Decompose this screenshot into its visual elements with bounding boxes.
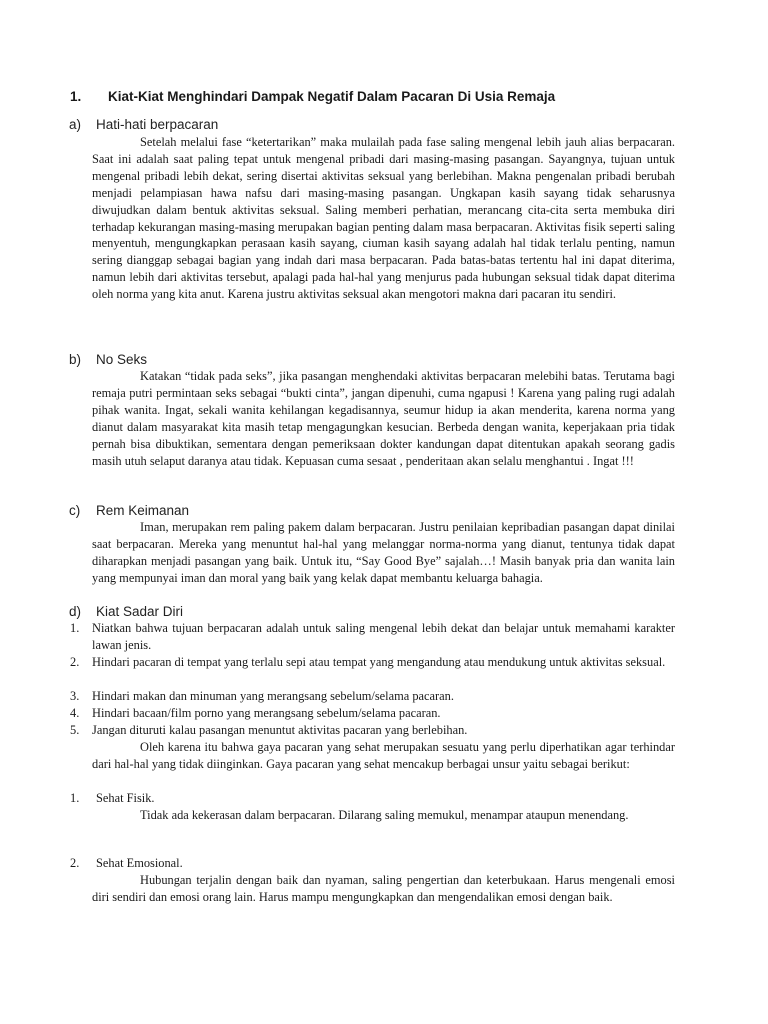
- healthy-physical-heading: [70, 790, 675, 807]
- list-item-number: 1.: [70, 621, 80, 635]
- section-c-heading: [69, 502, 189, 519]
- title-number: 1.: [70, 89, 82, 104]
- healthy-physical-number: 1.: [70, 791, 80, 805]
- list-item-text: Hindari bacaan/film porno yang merangsang sebelum/selama pacaran.: [92, 706, 441, 720]
- healthy-physical-paragraph: Tidak ada kekerasan dalam berpacaran. Dilarang saling memukul, menampar ataupun menendang.: [140, 808, 629, 822]
- list-item-text: Jangan dituruti kalau pasangan menuntut aktivitas pacaran yang berlebihan.: [92, 723, 468, 737]
- section-d-heading: [69, 603, 183, 620]
- section-c-paragraph: Iman, merupakan rem paling pakem dalam berpacaran. Justru penilaian kepribadian pasangan dapat dinilai saat berpacaran. Mereka yang menuntut hal-hal yang melanggar norma-norma yang dianut, tentunya tidak dapat diharapkan menjadi pasangan yang baik. Untuk itu, “Say Good Bye” sajalah…! Masih banyak pria dan wanita lain yang mempunyai iman dan moral yang baik yang kelak dapat membantu keluarga bahagia.: [92, 520, 675, 585]
- section-d-closing: Oleh karena itu bahwa gaya pacaran yang sehat merupakan sesuatu yang perlu diperhatikan agar terhindar dari hal-hal yang tidak diinginkan. Gaya pacaran yang sehat mencakup berbagai unsur yaitu sebagai berikut:: [92, 740, 675, 771]
- section-d-label: d): [69, 604, 82, 619]
- document-title: [70, 88, 710, 106]
- section-b-title: No Seks: [96, 352, 148, 367]
- list-item: [70, 705, 675, 722]
- list-item-number: 5.: [70, 723, 80, 737]
- section-c-label: c): [69, 503, 81, 518]
- section-c-title: Rem Keimanan: [96, 503, 190, 518]
- list-item-number: 3.: [70, 689, 80, 703]
- healthy-emotional-number: 2.: [70, 856, 80, 870]
- list-item: [70, 654, 675, 671]
- list-item-text: Hindari pacaran di tempat yang terlalu sepi atau tempat yang mengandung atau mendukung untuk aktivitas seksual.: [92, 655, 666, 669]
- list-item-number: 2.: [70, 655, 80, 669]
- section-b-heading: [69, 351, 147, 368]
- list-item: [70, 620, 675, 654]
- section-a-label: a): [69, 117, 82, 132]
- list-item-text: Niatkan bahwa tujuan berpacaran adalah untuk saling mengenal lebih dekat dan belajar untuk memahami karakter lawan jenis.: [92, 621, 675, 652]
- section-b-paragraph: Katakan “tidak pada seks”, jika pasangan menghendaki aktivitas berpacaran melebihi batas. Terutama bagi remaja putri permintaan seks sebagai “bukti cinta”, jangan dipenuhi, cuma ngapusi ! Karena yang paling rugi adalah pihak wanita. Ingat, sekali wanita kehilangan kegadisannya, seumur hidup ia akan menderita, karena norma yang dianut dalam masyarakat kita masih tetap mengagungkan kesucian. Berbeda dengan wanita, keperjakaan pria tidak pernah bisa dibuktikan, sementara dengan pemeriksaan dokter kandungan dapat ditentukan apakah seorang gadis masih utuh selaput daranya atau tidak. Kepuasan cuma sesaat , penderitaan akan selalu menghantui . Ingat !!!: [92, 369, 675, 468]
- healthy-emotional-paragraph: Hubungan terjalin dengan baik dan nyaman, saling pengertian dan keterbukaan. Harus mengenali emosi diri sendiri dan emosi orang lain. Harus mampu mengungkapkan dan mengendalikan emosi dengan baik.: [92, 873, 675, 904]
- section-a-title: Hati-hati berpacaran: [96, 117, 219, 132]
- title-text: Kiat-Kiat Menghindari Dampak Negatif Dalam Pacaran Di Usia Remaja: [108, 89, 556, 104]
- healthy-emotional-title: Sehat Emosional.: [96, 856, 183, 870]
- list-item-text: Hindari makan dan minuman yang merangsang sebelum/selama pacaran.: [92, 689, 454, 703]
- section-d-title: Kiat Sadar Diri: [96, 604, 184, 619]
- healthy-physical-title: Sehat Fisik.: [96, 791, 155, 805]
- section-a-paragraph: Setelah melalui fase “ketertarikan” maka mulailah pada fase saling mengenal lebih jauh alias berpacaran. Saat ini adalah saat paling tepat untuk mengenal pribadi dari masing-masing pasangan. Sayangnya, tujuan untuk mengenal pribadi lebih dekat, sering disertai aktivitas seksual yang berlebihan. Makna pengenalan pribadi berubah menjadi pelampiasan hawa nafsu dari masing-masing pasangan. Ungkapan kasih sayang tidak seharusnya diwujudkan dalam bentuk aktivitas seksual. Saling memberi perhatian, merancang cita-cita serta membuka diri terhadap kekurangan masing-masing merupakan bagian penting dalam masa berpacaran. Aktivitas fisik seperti saling menyentuh, mengungkapkan perasaan kasih sayang, ciuman kasih sayang adalah hal tidak terlalu penting, namun sering dianggap sebagai bagian yang indah dari masa berpacaran. Pada batas-batas tertentu hal ini dapat diterima, namun lebih dari aktivitas tersebut, apalagi pada hal-hal yang menjurus pada hubungan seksual tidak dapat diterima oleh norma yang kita anut. Karena justru aktivitas seksual akan mengotori makna dari pacaran itu sendiri.: [92, 135, 675, 302]
- section-a-heading: [69, 116, 218, 133]
- list-item: [70, 722, 675, 739]
- list-item: [70, 688, 675, 705]
- healthy-emotional-heading: [70, 855, 675, 872]
- list-item-number: 4.: [70, 706, 80, 720]
- section-b-label: b): [69, 352, 82, 367]
